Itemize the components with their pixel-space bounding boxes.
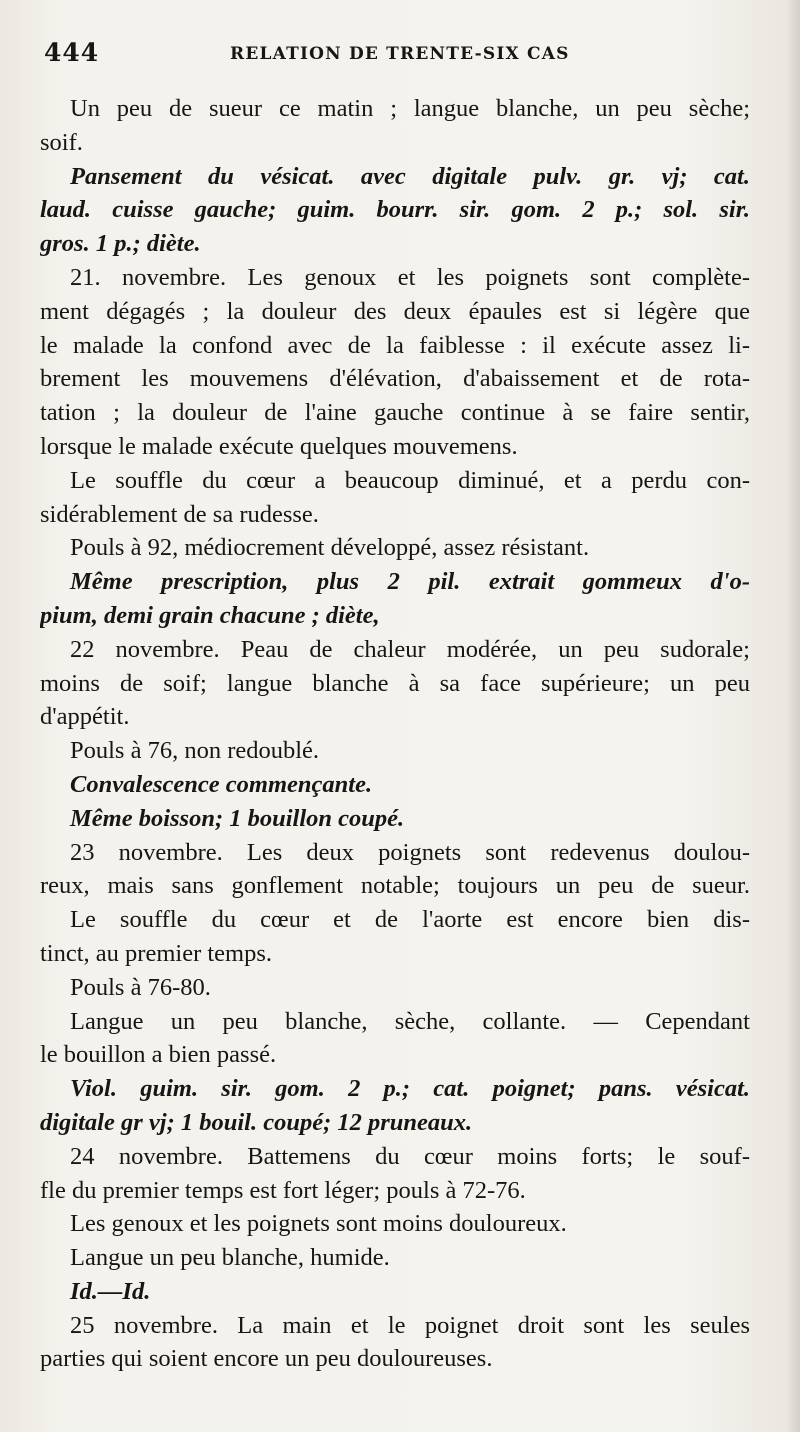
- page-edge-shadow: [786, 0, 800, 1432]
- text-line: parties qui soient encore un peu douloureuses.: [40, 1345, 493, 1373]
- text-line: le malade la confond avec de la faiblesse : il exécute assez li-: [40, 331, 750, 359]
- text-line: 24 novembre. Battemens du cœur moins forts; le souf-: [70, 1142, 750, 1170]
- body-text: [40, 92, 750, 1376]
- text-line: Le souffle du cœur a beaucoup diminué, et a perdu con-: [70, 466, 750, 494]
- text-line: le bouillon a bien passé.: [40, 1041, 277, 1069]
- running-head: RELATION DE TRENTE-SIX CAS: [230, 44, 570, 64]
- text-line: 23 novembre. Les deux poignets sont redevenus doulou-: [70, 838, 750, 866]
- text-line: fle du premier temps est fort léger; pouls à 72-76.: [40, 1176, 526, 1204]
- text-line: sidérablement de sa rudesse.: [40, 500, 319, 528]
- text-line: Le souffle du cœur et de l'aorte est encore bien dis-: [70, 906, 750, 934]
- text-line: digitale gr vj; 1 bouil. coupé; 12 pruneaux.: [40, 1108, 473, 1136]
- text-line: 21. novembre. Les genoux et les poignets sont complète-: [70, 263, 750, 291]
- text-line: brement les mouvemens d'élévation, d'abaissement et de rota-: [40, 365, 750, 393]
- text-line: Convalescence commençante.: [70, 770, 373, 798]
- text-line: Les genoux et les poignets sont moins douloureux.: [70, 1210, 567, 1238]
- text-line: Même boisson; 1 bouillon coupé.: [70, 804, 405, 832]
- text-line: Pouls à 92, médiocrement développé, assez résistant.: [70, 534, 590, 562]
- text-line: 25 novembre. La main et le poignet droit sont les seules: [70, 1311, 750, 1339]
- text-line: Un peu de sueur ce matin ; langue blanche, un peu sèche;: [70, 95, 750, 122]
- text-line: moins de soif; langue blanche à sa face supérieure; un peu: [40, 669, 750, 697]
- text-line: Pansement du vésicat. avec digitale pulv. gr. vj; cat.: [70, 162, 750, 190]
- text-line: ment dégagés ; la douleur des deux épaules est si légère que: [40, 297, 750, 325]
- text-line: tation ; la douleur de l'aine gauche continue à se faire sentir,: [40, 399, 750, 427]
- text-line: soif.: [40, 128, 83, 156]
- text-line: tinct, au premier temps.: [40, 939, 272, 967]
- text-line: Viol. guim. sir. gom. 2 p.; cat. poignet; pans. vésicat.: [70, 1075, 750, 1103]
- text-line: Id.—Id.: [70, 1277, 151, 1305]
- text-line: lorsque le malade exécute quelques mouvemens.: [40, 432, 518, 460]
- text-line: Pouls à 76, non redoublé.: [70, 737, 320, 765]
- text-line: laud. cuisse gauche; guim. bourr. sir. gom. 2 p.; sol. sir.: [40, 196, 750, 224]
- page-header: [44, 38, 744, 72]
- text-line: reux, mais sans gonflement notable; toujours un peu de sueur.: [40, 872, 750, 900]
- text-line: Langue un peu blanche, humide.: [70, 1244, 390, 1272]
- text-line: d'appétit.: [40, 703, 130, 731]
- text-line: gros. 1 p.; diète.: [40, 230, 201, 258]
- page-number: 444: [44, 38, 100, 67]
- text-line: Langue un peu blanche, sèche, collante. — Cependant: [70, 1007, 750, 1035]
- text-line: Pouls à 76-80.: [70, 973, 211, 1001]
- text-line: Même prescription, plus 2 pil. extrait gommeux d'o-: [70, 568, 750, 596]
- text-line: pium, demi grain chacune ; diète,: [40, 601, 380, 629]
- text-line: 22 novembre. Peau de chaleur modérée, un peu sudorale;: [70, 635, 750, 663]
